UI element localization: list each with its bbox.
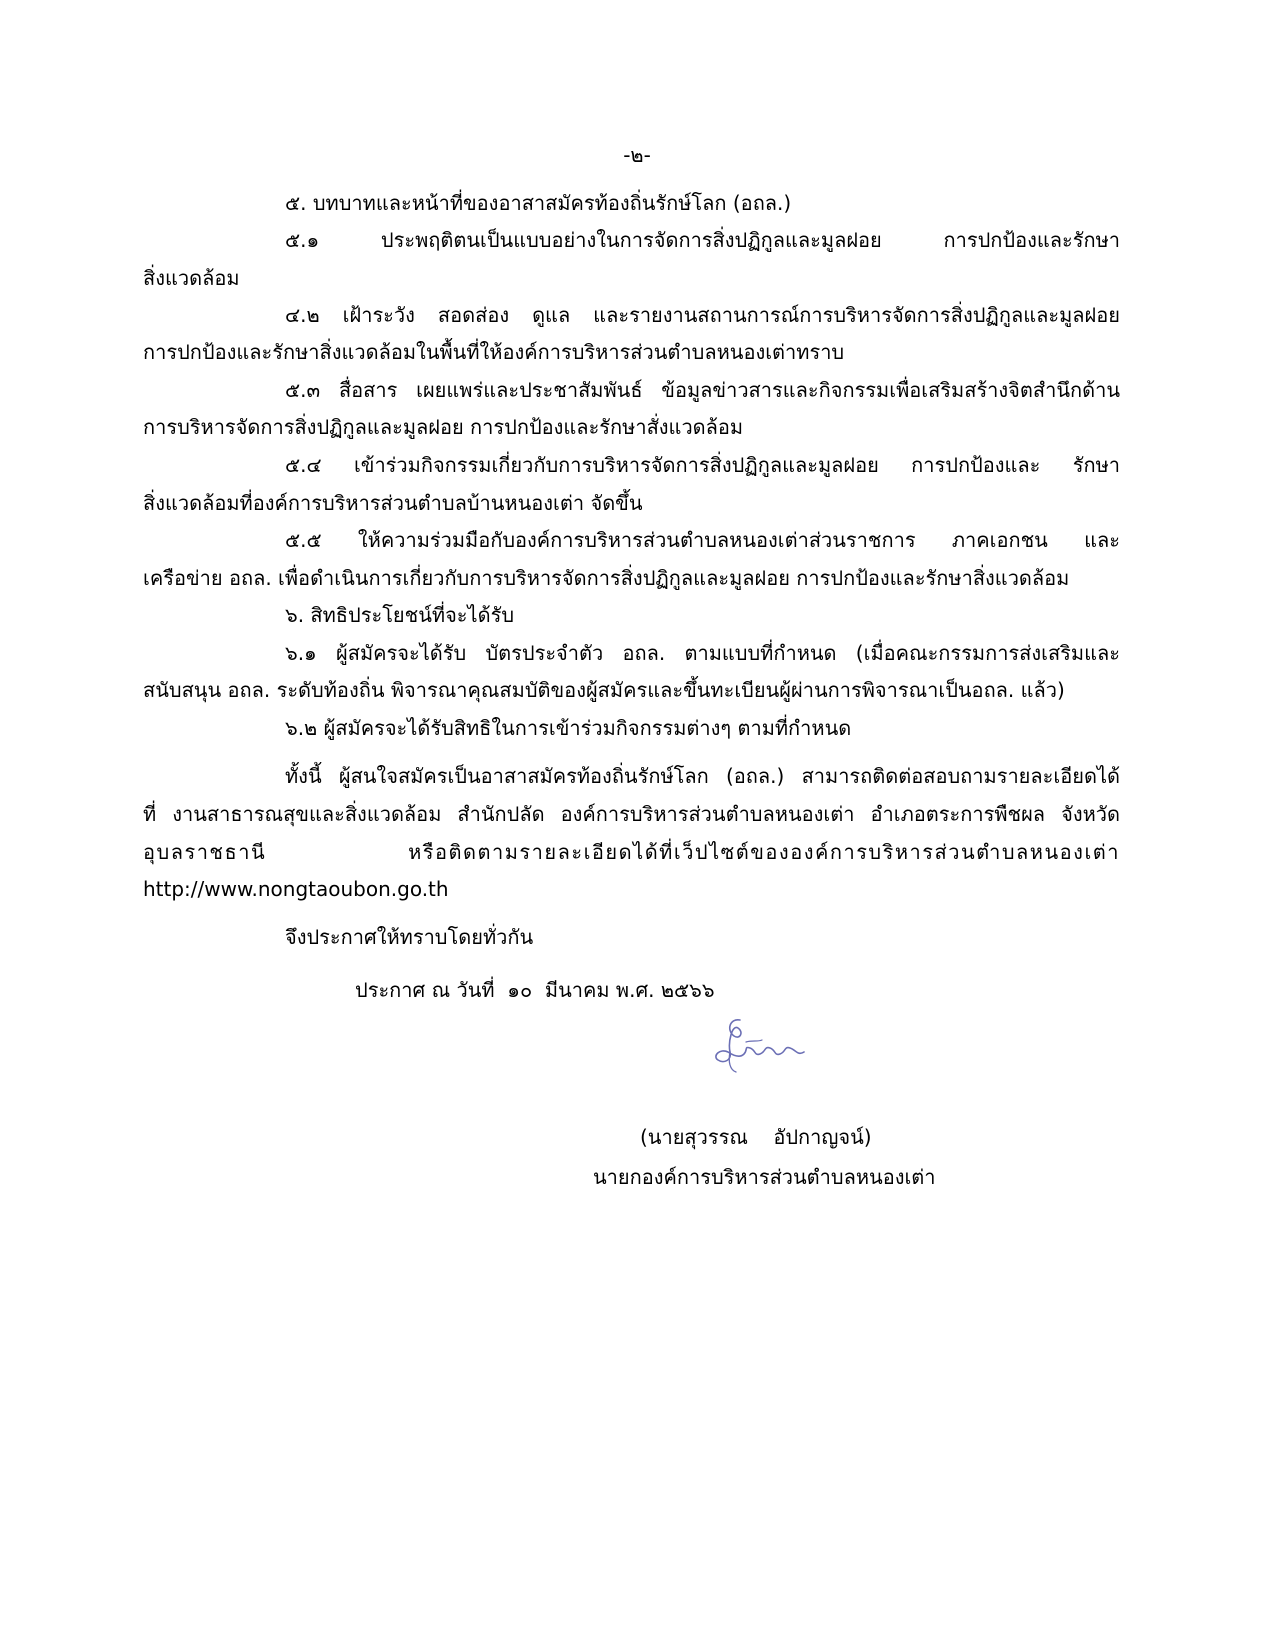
body-line: อุบลราชธานี หรือติดตามรายละเอียดได้ที่เว็ปไซต์ขององค์การบริหารส่วนตำบลหนองเต่า: [143, 840, 1120, 864]
body-line: ๔.๒ เฝ้าระวัง สอดส่อง ดูแล และรายงานสถานการณ์การบริหารจัดการสิ่งปฏิกูลและมูลฝอย: [285, 303, 1120, 327]
body-line: สิ่งแวดล้อม: [143, 266, 240, 290]
closing-statement: จึงประกาศให้ทราบโดยทั่วกัน: [285, 925, 534, 949]
body-line: ๖.๒ ผู้สมัครจะได้รับสิทธิในการเข้าร่วมกิจกรรมต่างๆ ตามที่กำหนด: [285, 716, 852, 740]
signature-image: [700, 1012, 830, 1074]
body-line: ๕.๕ ให้ความร่วมมือกับองค์การบริหารส่วนตำบลหนองเต่าส่วนราชการ ภาคเอกชน และ: [285, 528, 1120, 552]
body-line: ๕.๑ ประพฤติตนเป็นแบบอย่างในการจัดการสิ่งปฏิกูลและมูลฝอย การปกป้องและรักษา: [285, 228, 1120, 252]
body-line: ทั้งนี้ ผู้สนใจสมัครเป็นอาสาสมัครท้องถิ่นรักษ์โลก (อถล.) สามารถติดต่อสอบถามรายละเอียดได้: [285, 764, 1120, 788]
section-heading-duties: ๕. บทบาทและหน้าที่ของอาสาสมัครท้องถิ่นรักษ์โลก (อถล.): [285, 191, 792, 215]
signatory-name: (นายสุวรรณ อัปกาญจน์): [640, 1125, 872, 1149]
announcement-date: ประกาศ ณ วันที่ ๑๐ มีนาคม พ.ศ. ๒๕๖๖: [355, 978, 715, 1002]
website-url: http://www.nongtaoubon.go.th: [143, 877, 449, 901]
body-line: ๕.๔ เข้าร่วมกิจกรรมเกี่ยวกับการบริหารจัดการสิ่งปฏิกูลและมูลฝอย การปกป้องและ รักษา: [285, 453, 1120, 477]
body-line: การปกป้องและรักษาสิ่งแวดล้อมในพื้นที่ให้องค์การบริหารส่วนตำบลหนองเต่าทราบ: [143, 340, 845, 364]
body-line: การบริหารจัดการสิ่งปฏิกูลและมูลฝอย การปกป้องและรักษาสั่งแวดล้อม: [143, 415, 744, 439]
body-line: เครือข่าย อถล. เพื่อดำเนินการเกี่ยวกับการบริหารจัดการสิ่งปฏิกูลและมูลฝอย การปกป้องและรักษาสิ่งแวดล้อม: [143, 566, 1070, 590]
page-number: -๒-: [623, 143, 651, 167]
body-line: ๕.๓ สื่อสาร เผยแพร่และประชาสัมพันธ์ ข้อมูลข่าวสารและกิจกรรมเพื่อเสริมสร้างจิตสำนึกด้าน: [285, 378, 1120, 402]
body-line: ๖.๑ ผู้สมัครจะได้รับ บัตรประจำตัว อถล. ตามแบบที่กำหนด (เมื่อคณะกรรมการส่งเสริมและ: [285, 641, 1120, 665]
signatory-title: นายกองค์การบริหารส่วนตำบลหนองเต่า: [593, 1165, 936, 1189]
body-line: สนับสนุน อถล. ระดับท้องถิ่น พิจารณาคุณสมบัติของผู้สมัครและขึ้นทะเบียนผู้ผ่านการพิจารณาเป็นอถล. แล้ว): [143, 678, 1065, 702]
body-line: ที่ งานสาธารณสุขและสิ่งแวดล้อม สำนักปลัด องค์การบริหารส่วนตำบลหนองเต่า อำเภอตระการพืชผล จังหวัด: [143, 802, 1120, 826]
body-line: สิ่งแวดล้อมที่องค์การบริหารส่วนตำบลบ้านหนองเต่า จัดขึ้น: [143, 491, 643, 515]
section-heading-benefits: ๖. สิทธิประโยชน์ที่จะได้รับ: [285, 603, 515, 627]
